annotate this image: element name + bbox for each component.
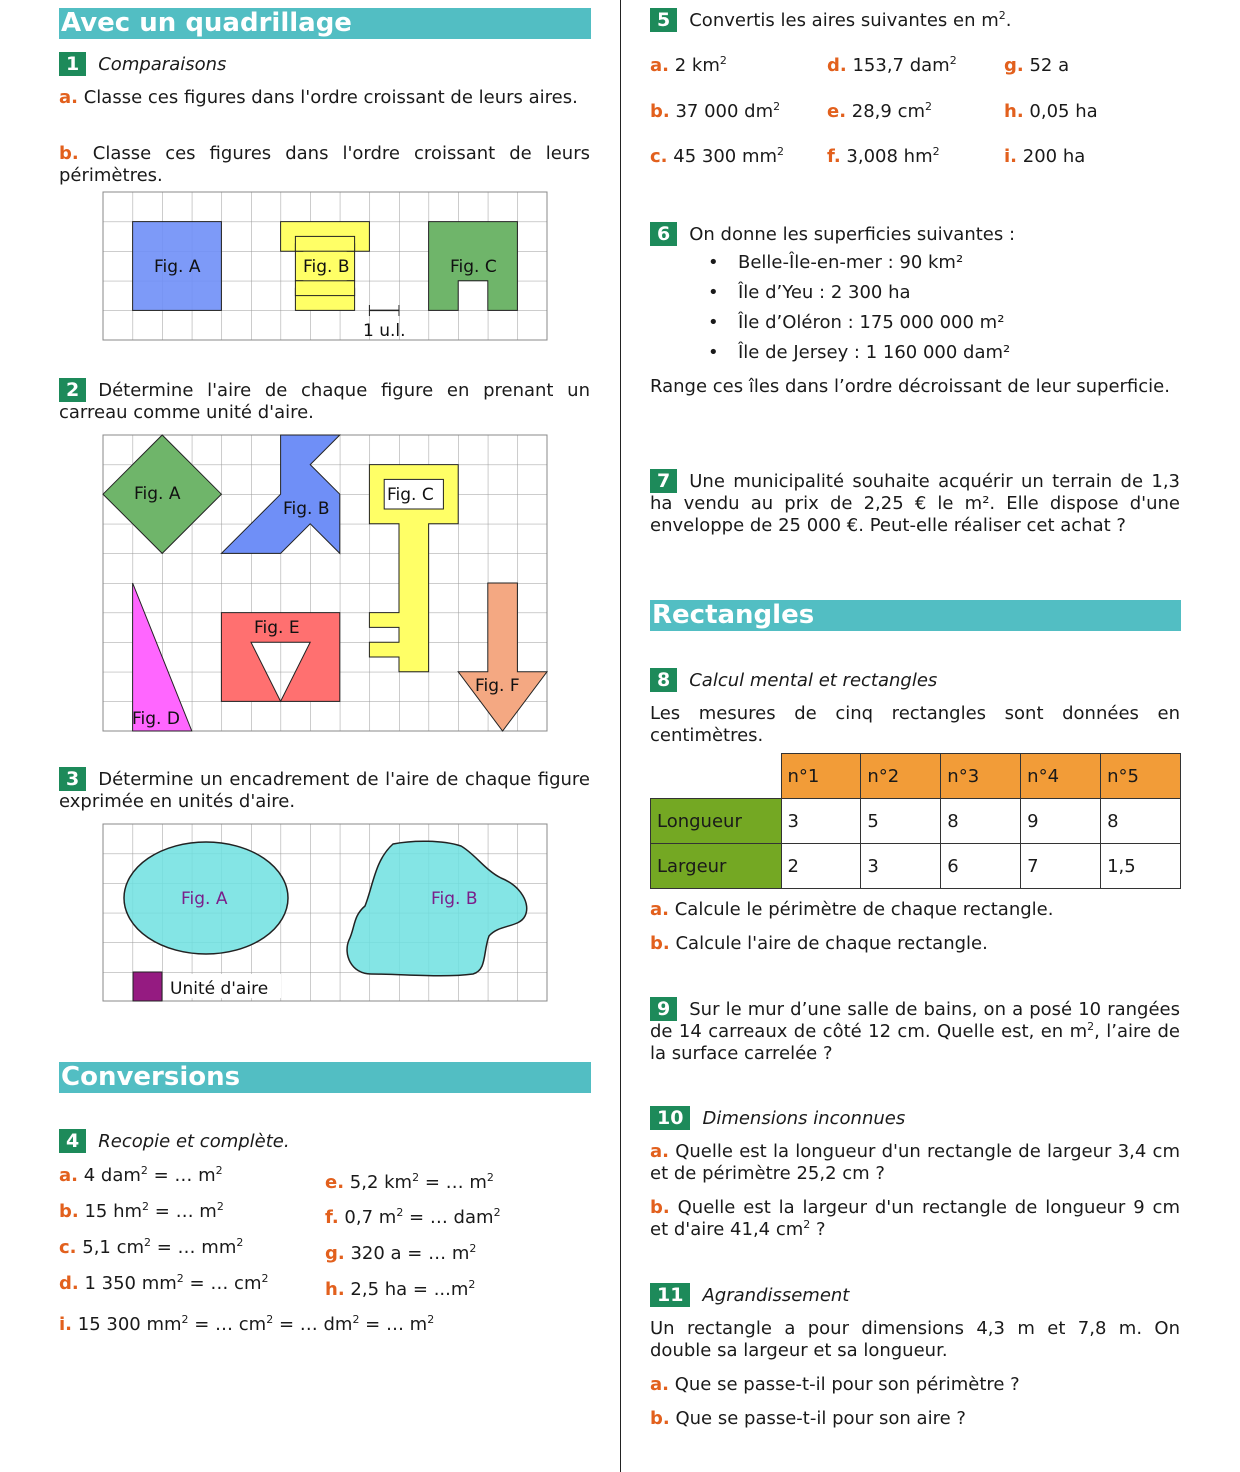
question-label: a. (59, 87, 78, 108)
exercise-title: Recopie et complète. (98, 1131, 290, 1152)
figure-f-label: Fig. F (475, 676, 520, 696)
question-label: b. (59, 143, 79, 164)
exercise-title: Comparaisons (98, 54, 227, 75)
figure-c-label: Fig. C (387, 485, 434, 505)
figure-b-label: Fig. B (283, 499, 330, 519)
ex5-item-b: b. 37 000 $dm^2$ (650, 100, 781, 122)
exercise-8-title: 8 Calcul mental et rectangles (650, 668, 937, 692)
table-row: Longueur 3 5 8 9 8 (651, 799, 1181, 844)
exercise-10-title: 10 Dimensions inconnues (650, 1106, 905, 1130)
figure-c-label: Fig. C (450, 257, 497, 277)
ex5-item-h: h. 0,05 ha (1004, 101, 1098, 122)
exercise-10-question-b: b. Quelle est la largeur d'un rectangle de longueur 9 cm et d'aire 41,4 $cm^2$ ? (650, 1197, 1180, 1240)
question-text: Classe ces figures dans l'ordre croissant de leurs périmètres. (59, 143, 590, 186)
grid-figure-ex2 (103, 435, 547, 731)
figure-b-label: Fig. B (431, 889, 478, 909)
exercise-5-question: 5 Convertis les aires suivantes en $m^2$. (650, 8, 1011, 32)
ex5-item-c: c. 45 300 $mm^2$ (650, 145, 785, 167)
question-text: Classe ces figures dans l'ordre croissant de leurs aires. (83, 87, 578, 108)
exercise-2-question (59, 378, 590, 424)
ex4-item-b: b. 15 $hm^2$ = … $m^2$ (59, 1200, 224, 1222)
question-text: Détermine l'aire de chaque figure en prenant un carreau comme unité d'aire. (59, 380, 590, 423)
table-row: Largeur 2 3 6 7 1,5 (651, 844, 1181, 889)
exercise-number-badge: 8 (650, 668, 677, 692)
ex5-item-g: g. 52 a (1004, 55, 1070, 76)
exercise-11-title: 11 Agrandissement (650, 1283, 849, 1307)
exercise-6-question: 6 On donne les superficies suivantes : (650, 222, 1015, 246)
exercise-number-badge: 6 (650, 222, 677, 246)
ex4-item-h: h. 2,5 ha = $...m^2$ (325, 1278, 476, 1300)
ex4-item-i: i. 15 300 $mm^2$ = … $cm^2$ = … $dm^2$ = … $m^2$ (59, 1313, 435, 1335)
exercise-number-badge: 11 (650, 1283, 690, 1307)
figure-e-label: Fig. E (254, 618, 300, 638)
exercise-9-question: 9 Sur le mur d’une salle de bains, on a posé 10 rangées de 14 carreaux de côté 12 cm. Quelle est, en $m^2$, l’aire de la surface carrelée ? (650, 998, 1181, 1064)
exercise-number-badge: 4 (59, 1129, 86, 1153)
exercise-11-question-a: a. Que se passe-t-il pour son périmètre ? (650, 1374, 1020, 1395)
figure-d-label: Fig. D (132, 709, 180, 729)
grid-figure-ex1 (103, 192, 547, 340)
table-header-cell: n°2 (861, 754, 941, 799)
list-item: • Belle-Île-en-mer : 90 km² (708, 252, 964, 273)
figure-b-label: Fig. B (303, 257, 350, 277)
exercise-1-question-b (59, 143, 590, 187)
unit-area-label: Unité d'aire (170, 979, 269, 999)
exercise-number-badge: 3 (59, 767, 86, 791)
list-item: • Île d’Oléron : 175 000 000 m² (708, 312, 1005, 333)
table-header-cell: n°5 (1101, 754, 1181, 799)
exercise-11-text: Un rectangle a pour dimensions 4,3 m et 7,8 m. On double sa largeur et sa longueur. (650, 1318, 1180, 1361)
list-item: • Île de Jersey : 1 160 000 dam² (708, 342, 1011, 363)
island-list (708, 248, 1011, 368)
ex4-item-g: g. 320 a = … $m^2$ (325, 1242, 477, 1264)
ex5-item-a: a. 2 $km^2$ (650, 54, 727, 76)
ex5-item-e: e. 28,9 $cm^2$ (827, 100, 933, 122)
table-header-cell: n°1 (781, 754, 861, 799)
ex4-item-c: c. 5,1 $cm^2$ = … $mm^2$ (59, 1236, 244, 1258)
exercise-7-question: 7 Une municipalité souhaite acquérir un terrain de 1,3 ha vendu au prix de 2,25 € le m². Elle dispose d'une enveloppe de 25 000 €. Peut-elle réaliser cet achat ? (650, 470, 1180, 536)
figure-a-label: Fig. A (134, 484, 181, 504)
unit-length-label: 1 u.l. (363, 321, 406, 341)
ex5-item-i: i. 200 ha (1004, 146, 1086, 167)
ex5-item-f: f. 3,008 $hm^2$ (827, 145, 940, 167)
exercise-8-question-b: b. Calcule l'aire de chaque rectangle. (650, 933, 988, 954)
exercise-number-badge: 7 (650, 469, 677, 493)
section-header-rectangles: Rectangles (650, 600, 1181, 631)
ex5-item-d: d. 153,7 dam$^2$ (827, 54, 957, 76)
exercise-8-intro: Les mesures de cinq rectangles sont données en centimètres. (650, 703, 1180, 746)
exercise-11-question-b: b. Que se passe-t-il pour son aire ? (650, 1408, 966, 1429)
list-item: • Île d’Yeu : 2 300 ha (708, 282, 911, 303)
ex4-item-f: f. 0,7 $m^2$ = … dam$^2$ (325, 1206, 501, 1228)
exercise-4-title (59, 1129, 290, 1153)
grid-figure-ex3 (103, 824, 547, 1001)
exercise-10-question-a: a. Quelle est la longueur d'un rectangle de largeur 3,4 cm et de périmètre 25,2 cm ? (650, 1141, 1180, 1184)
exercise-6-instruction: Range ces îles dans l’ordre décroissant de leur superficie. (650, 376, 1170, 397)
exercise-number-badge: 2 (59, 378, 86, 402)
section-header-quadrillage: Avec un quadrillage (59, 8, 591, 39)
unit-area-square (133, 972, 162, 1001)
ex4-item-e: e. 5,2 $km^2$ = … $m^2$ (325, 1171, 494, 1193)
exercise-1-title (59, 52, 226, 76)
exercise-number-badge: 1 (59, 52, 86, 76)
row-label: Longueur (651, 799, 782, 844)
exercise-number-badge: 5 (650, 8, 677, 32)
rectangles-table (650, 753, 1181, 889)
exercise-number-badge: 10 (650, 1106, 690, 1130)
exercise-1-question-a (59, 87, 590, 109)
section-header-conversions: Conversions (59, 1062, 591, 1093)
table-header-cell: n°3 (941, 754, 1021, 799)
ex4-item-a: a. 4 dam$^2$ = … $m^2$ (59, 1164, 223, 1186)
table-header-cell: n°4 (1021, 754, 1101, 799)
question-text: Détermine un encadrement de l'aire de chaque figure exprimée en unités d'aire. (59, 769, 590, 812)
column-divider (620, 0, 621, 1472)
exercise-3-question (59, 767, 590, 813)
figure-a-label: Fig. A (154, 257, 201, 277)
figure-a-label: Fig. A (181, 889, 228, 909)
row-label: Largeur (651, 844, 782, 889)
exercise-number-badge: 9 (650, 997, 677, 1021)
exercise-8-question-a: a. Calcule le périmètre de chaque rectangle. (650, 899, 1054, 920)
ex4-item-d: d. 1 350 $mm^2$ = … $cm^2$ (59, 1272, 269, 1294)
